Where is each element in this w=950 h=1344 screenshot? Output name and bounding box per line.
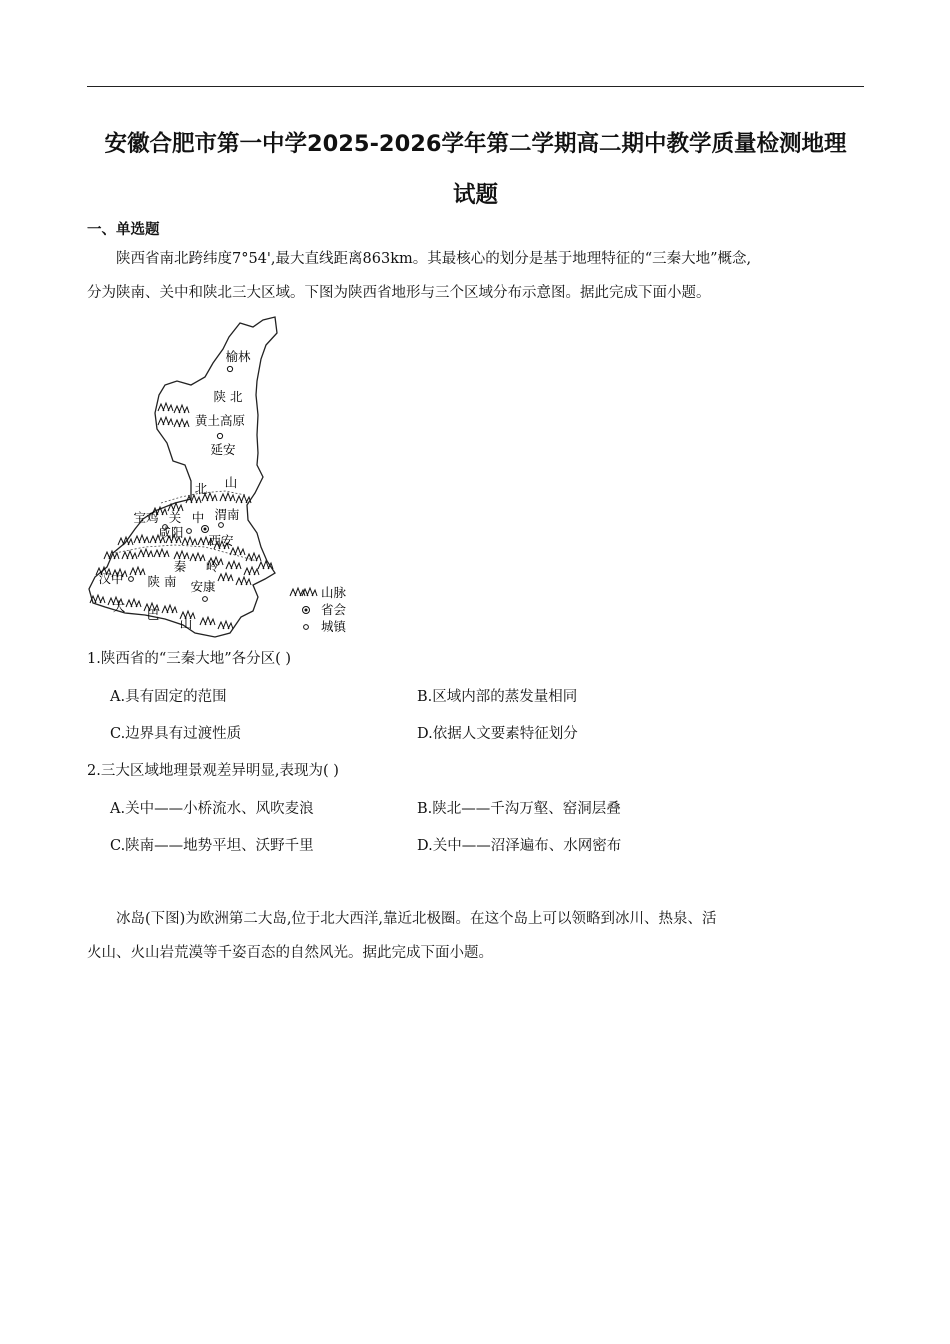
label-loess-plateau: 黄土高原 [194, 413, 246, 428]
shaanxi-map [85, 315, 365, 640]
question-2-stem: 2.三大区域地理景观差异明显,表现为( ) [87, 763, 339, 779]
document-title-line2: 试题 [452, 182, 498, 208]
svg-text:安康: 安康 [190, 579, 216, 594]
svg-text:西安: 西安 [208, 533, 234, 548]
question-2-option-c[interactable]: C.陕南——地势平坦、沃野千里 [110, 838, 314, 854]
passage-line: 火山、火山岩荒漠等千姿百态的自然风光。据此完成下面小题。 [87, 945, 493, 961]
header-rule [87, 86, 864, 87]
passage-line: 分为陕南、关中和陕北三大区域。下图为陕西省地形与三个区域分布示意图。据此完成下面小题。 [87, 285, 711, 301]
svg-text:咸阳: 咸阳 [158, 525, 184, 540]
label-qinling: 岭 [205, 559, 219, 574]
legend-mountain-label: 山脉 [321, 585, 347, 600]
label-daba: 大 [112, 599, 126, 614]
passage-line: 陕西省南北跨纬度7°54',最大直线距离863km。其最核心的划分是基于地理特征的“三秦大地”概念, [116, 251, 752, 267]
passage-shaanxi [87, 242, 864, 310]
document-title-line1: 安徽合肥市第一中学2025-2026学年第二学期高二期中教学质量检测地理 [104, 131, 847, 157]
svg-text:宝鸡: 宝鸡 [133, 510, 159, 525]
province-outline [89, 317, 277, 637]
svg-text:榆林: 榆林 [225, 349, 251, 364]
svg-text:汉中: 汉中 [98, 571, 124, 586]
question-1-option-c[interactable]: C.边界具有过渡性质 [110, 726, 242, 742]
question-2-option-a[interactable]: A.关中——小桥流水、风吹麦浪 [110, 801, 314, 817]
label-guanzhong: 关 [168, 510, 182, 525]
question-1-option-d[interactable]: D.依据人文要素特征划分 [417, 726, 578, 742]
section-heading: 一、单选题 [87, 222, 160, 238]
label-daba: 山 [179, 616, 193, 631]
label-qinling: 秦 [173, 559, 187, 574]
passage-line: 冰岛(下图)为欧洲第二大岛,位于北大西洋,靠近北极圈。在这个岛上可以领略到冰川、热泉、活 [116, 911, 717, 927]
label-beishan: 山 [224, 475, 238, 490]
svg-text:延安: 延安 [210, 442, 236, 457]
question-1-option-a[interactable]: A.具有固定的范围 [110, 689, 227, 705]
map-legend [290, 585, 348, 634]
label-shanbei: 陕 北 [213, 389, 243, 404]
question-2-option-b[interactable]: B.陕北——千沟万壑、窑洞层叠 [417, 801, 621, 817]
label-daba: 巴 [146, 607, 160, 622]
question-1-stem: 1.陕西省的“三秦大地”各分区( ) [87, 651, 292, 667]
svg-text:渭南: 渭南 [214, 507, 240, 522]
label-guanzhong: 中 [191, 510, 205, 525]
legend-town-label: 城镇 [321, 619, 347, 634]
legend-town-icon [304, 625, 309, 630]
question-1-option-b[interactable]: B.区域内部的蒸发量相同 [417, 689, 578, 705]
legend-capital-label: 省会 [321, 602, 347, 617]
question-2-option-d[interactable]: D.关中——沼泽遍布、水网密布 [417, 838, 622, 854]
label-beishan: 北 [194, 481, 208, 496]
passage-iceland [87, 902, 864, 970]
label-shannan: 陕 南 [147, 574, 177, 589]
